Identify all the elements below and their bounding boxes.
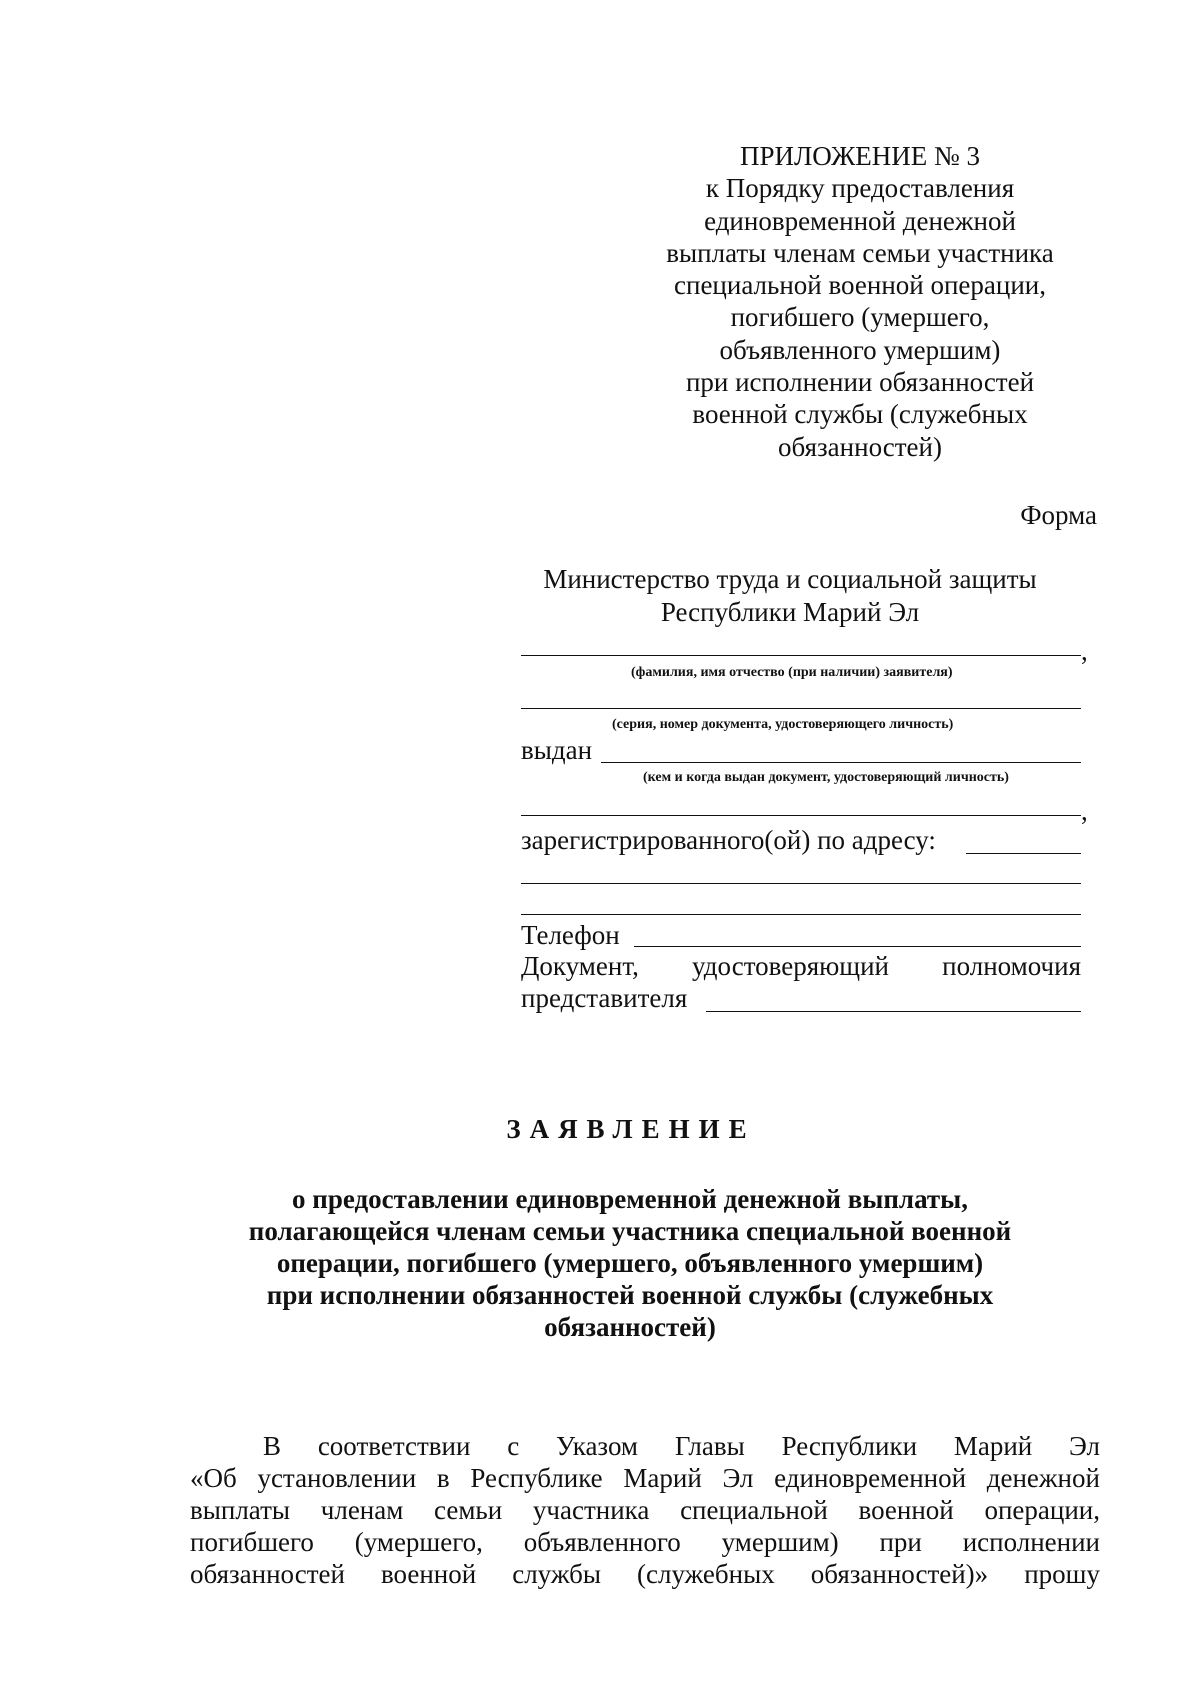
appendix-line: военной службы (служебных [692,399,1028,430]
word: Указом [556,1431,639,1461]
representative-label: представителя [521,983,688,1013]
application-subject [200,1183,1060,1343]
word: единовременной [774,1463,967,1493]
appendix-line: единовременной денежной [704,205,1016,236]
issued-by-caption: (кем и когда выдан документ, удостоверяющий личность) [643,770,1009,785]
word: членам [320,1495,404,1525]
fio-field[interactable] [521,655,1081,656]
word: соответствии [317,1431,471,1461]
appendix-line: объявленного умершим) [719,334,1001,365]
body-line-2 [190,1462,1100,1494]
appendix-line: при исполнении обязанностей [685,367,1035,398]
body-line-4 [190,1526,1100,1558]
word: Марий [953,1431,1033,1461]
word: умершим) [721,1527,839,1557]
word: Документ, [521,951,639,981]
phone-label: Телефон [521,920,620,950]
subject-line: полагающейся членам семьи участника специальной военной [248,1216,1012,1246]
appendix-line: обязанностей) [778,431,942,462]
appendix-line: к Порядку предоставления [705,173,1015,204]
ministry-addressee [520,563,1060,629]
word: выплаты [190,1495,291,1525]
representative-document-field[interactable] [706,1011,1081,1012]
word: Главы [674,1431,745,1461]
subject-line: при исполнении обязанностей военной службы (служебных [266,1280,994,1310]
fio-comma: , [1081,636,1088,666]
authority-document-label [521,951,1081,982]
registered-address-label: зарегистрированного(ой) по адресу: [521,825,936,855]
word: службы [512,1559,601,1589]
word: (служебных [637,1559,775,1589]
subject-line: о предоставлении единовременной денежной выплаты, [292,1184,968,1214]
word: денежной [986,1463,1100,1493]
word: удостоверяющий [692,951,889,981]
word: военной [380,1559,477,1589]
identity-document-field[interactable] [521,708,1081,709]
word: Марий [623,1463,702,1493]
word: операции, [984,1495,1100,1525]
word: при [879,1527,922,1557]
word: Республики [781,1431,918,1461]
appendix-line: выплаты членам семьи участника [666,237,1054,268]
word: В [263,1431,282,1461]
word: в [436,1463,450,1493]
application-title: ЗАЯВЛЕНИЕ [506,1114,756,1144]
word: Эл [1069,1431,1100,1461]
word: установлении [257,1463,417,1493]
word: семьи [434,1495,503,1525]
body-line-5 [190,1558,1100,1590]
word: полномочия [942,951,1081,981]
body-line-1 [190,1430,1100,1462]
issued-comma: , [1081,796,1088,826]
form-label: Форма [1020,500,1097,530]
word: специальной [680,1495,828,1525]
subject-line: обязанностей) [544,1312,716,1342]
word: (умершего, [354,1527,483,1557]
word: прошу [1024,1559,1100,1589]
word: исполнении [962,1527,1100,1557]
word: обязанностей)» [810,1559,989,1589]
issued-by-field-continued[interactable] [521,815,1081,816]
issued-label: выдан [521,735,593,765]
word: объявленного [523,1527,681,1557]
word: военной [858,1495,954,1525]
identity-document-caption: (серия, номер документа, удостоверяющего личность) [612,717,954,732]
word: погибшего [190,1527,314,1557]
word: Республике [470,1463,603,1493]
word: Эл [722,1463,754,1493]
appendix-line: погибшего (умершего, [730,302,990,333]
ministry-line-1: Министерство труда и социальной защиты [543,564,1037,594]
word: с [507,1431,520,1461]
appendix-line: ПРИЛОЖЕНИЕ № 3 [739,141,981,171]
appendix-header [620,140,1100,463]
word: «Об [190,1463,237,1493]
fio-caption: (фамилия, имя отчество (при наличии) заявителя) [631,665,953,680]
phone-field[interactable] [634,946,1081,947]
ministry-line-2: Республики Марий Эл [660,597,920,627]
issued-by-field[interactable] [601,762,1081,763]
word: участника [532,1495,650,1525]
body-paragraph [190,1430,1100,1590]
subject-line: операции, погибшего (умершего, объявленного умершим) [276,1248,984,1278]
address-field[interactable] [966,853,1081,854]
appendix-line: специальной военной операции, [674,270,1046,301]
address-field-line-2[interactable] [521,883,1081,884]
word: обязанностей [190,1559,345,1589]
body-line-3 [190,1494,1100,1526]
address-field-line-3[interactable] [521,914,1081,915]
